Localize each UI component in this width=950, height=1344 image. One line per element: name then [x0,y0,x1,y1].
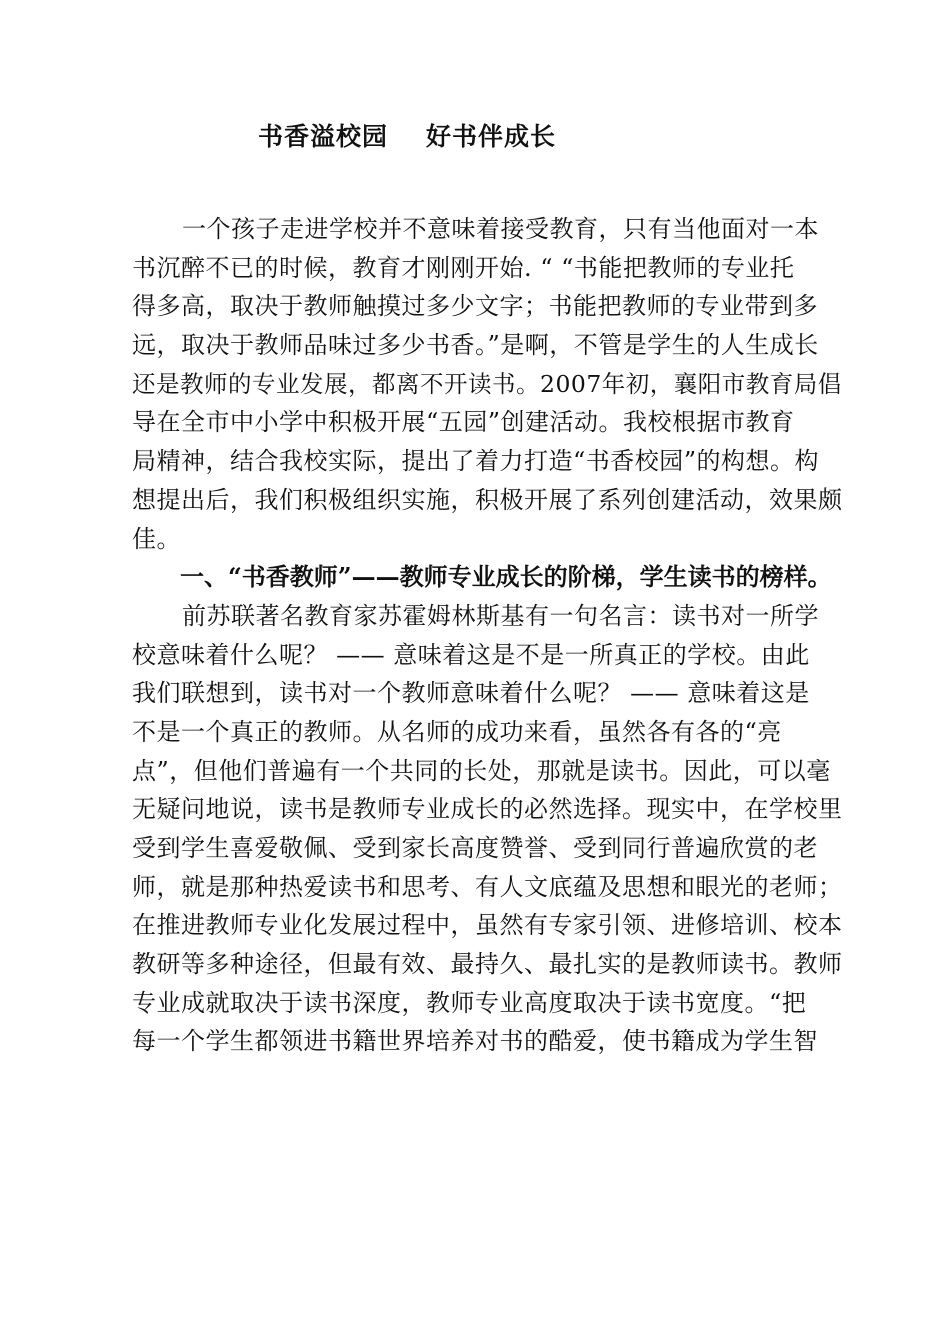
text-line: 不是一个真正的教师。从名师的成功来看，虽然各有各的“亮 [132,717,782,746]
document-title [258,120,556,154]
text-line: 在推进教师专业化发展过程中，虽然有专家引领、进修培训、校本 [132,911,843,940]
text-line: 教研等多种途径，但最有效、最持久、最扎实的是教师读书。教师 [132,950,843,979]
text-line: 还是教师的专业发展，都离不开读书。2007年初，襄阳市教育局倡 [132,369,842,398]
title-part-2: 好书伴成长 [426,122,557,151]
text-line: 局精神，结合我校实际，提出了着力打造“书香校园”的构想。构 [132,447,820,476]
text-line: 佳。 [132,524,181,553]
section-heading: 一、“书香教师”——教师专业成长的阶梯，学生读书的榜样。 [180,562,832,592]
text-line: 书沉醉不已的时候，教育才刚刚开始. “ “书能把教师的专业托 [132,253,795,282]
text-line: 一个孩子走进学校并不意味着接受教育，只有当他面对一本 [182,215,819,243]
title-part-1: 书香溢校园 [258,122,389,151]
text-line: 导在全市中小学中积极开展“五园”创建活动。我校根据市教育 [132,408,795,437]
text-line: 前苏联著名教育家苏霍姆林斯基有一句名言：读书对一所学 [182,601,819,630]
text-line: 受到学生喜爱敬佩、受到家长高度赞誉、受到同行普遍欣赏的老 [132,834,818,862]
text-line: 远，取决于教师品味过多少书香。”是啊，不管是学生的人生成长 [132,331,819,360]
document-body [132,210,852,1061]
text-line: 得多高，取决于教师触摸过多少文字；书能把教师的专业带到多 [132,292,818,321]
text-line: 想提出后，我们积极组织实施，积极开展了系列创建活动，效果颇 [132,485,843,514]
text-line: 无疑问地说，读书是教师专业成长的必然选择。现实中，在学校里 [132,795,843,824]
text-line: 校意味着什么呢？ —— 意味着这是不是一所真正的学校。由此 [132,640,810,669]
text-line: 专业成就取决于读书深度，教师专业高度取决于读书宽度。“把 [132,988,807,1017]
text-line: 点”，但他们普遍有一个共同的长处，那就是读书。因此，可以毫 [132,756,831,785]
text-line: 每一个学生都领进书籍世界培养对书的酷爱，使书籍成为学生智 [132,1027,818,1056]
text-line: 师，就是那种热爱读书和思考、有人文底蕴及思想和眼光的老师； [132,872,843,901]
text-line: 我们联想到，读书对一个教师意味着什么呢？ —— 意味着这是 [132,679,810,708]
